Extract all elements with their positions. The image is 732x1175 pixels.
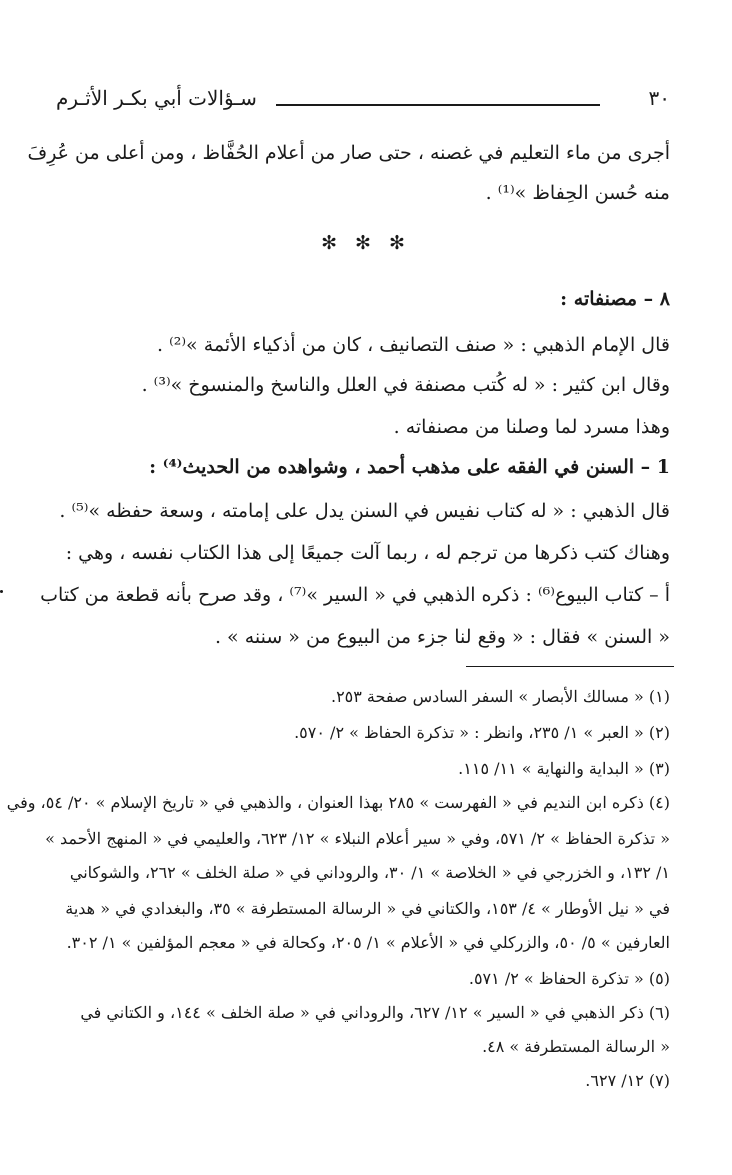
item-heading: 1 – السنن في الفقه على مذهب أحمد ، وشواهده من الحديث⁽⁴⁾ : bbox=[149, 456, 670, 478]
item-line: وهناك كتب ذكرها من ترجم له ، ربما آلت جميعًا إلى هذا الكتاب نفسه ، وهي : bbox=[65, 542, 670, 564]
footnote-line: في « نيل الأوطار » ٤/ ١٥٣، والكتاني في « الرسالة المستطرفة » ٣٥، والبغدادي في « هدية bbox=[65, 899, 670, 918]
footnote-line: العارفين » ٥/ ٥٠، والزركلي في « الأعلام » ١/ ٢٠٥، وكحالة في « معجم المؤلفين » ١/ ٣٠٢. bbox=[66, 933, 670, 952]
footnote-line: (١) « مسالك الأبصار » السفر السادس صفحة ٢٥٣. bbox=[330, 687, 670, 706]
footnote-line: (٧) ١٢/ ٦٢٧. bbox=[585, 1071, 670, 1090]
footnote-rule bbox=[466, 666, 674, 667]
header-rule bbox=[276, 104, 600, 106]
margin-mark bbox=[0, 590, 3, 593]
page-number: ٣٠ bbox=[648, 86, 670, 110]
intro-line: منه حُسن الحِفاظ »⁽¹⁾ . bbox=[485, 182, 670, 204]
running-title: سـؤالات أبي بكـر الأثـرم bbox=[56, 86, 257, 110]
body-line: وهذا مسرد لما وصلنا من مصنفاته . bbox=[393, 416, 670, 438]
footnote-line: ١/ ١٣٢، و الخزرجي في « الخلاصة » ١/ ٣٠، والروداني في « صلة الخلف » ٢٦٢، والشوكاني bbox=[69, 863, 670, 882]
intro-line: أجرى من ماء التعليم في غصنه ، حتى صار من أعلام الحُفَّاظ ، ومن أعلى من عُرِفَ bbox=[27, 142, 670, 164]
item-line: « السنن » فقال : « وقع لنا جزء من البيوع من « سننه » . bbox=[214, 626, 670, 648]
item-line: أ – كتاب البيوع⁽⁶⁾ : ذكره الذهبي في « السير »⁽⁷⁾ ، وقد صرح بأنه قطعة من كتاب bbox=[40, 584, 670, 606]
item-line: قال الذهبي : « له كتاب نفيس في السنن يدل على إمامته ، وسعة حفظه »⁽⁵⁾ . bbox=[59, 500, 670, 522]
section-heading: ٨ – مصنفاته : bbox=[560, 288, 670, 310]
footnote-line: (٢) « العبر » ١/ ٢٣٥، وانظر : « تذكرة الحفاظ » ٢/ ٥٧٠. bbox=[294, 723, 670, 742]
footnote-line: (٥) « تذكرة الحفاظ » ٢/ ٥٧١. bbox=[468, 969, 670, 988]
footnote-line: (٣) « البداية والنهاية » ١١/ ١١٥. bbox=[458, 759, 670, 778]
footnote-line: « تذكرة الحفاظ » ٢/ ٥٧١، وفي « سير أعلام النبلاء » ١٢/ ٦٢٣، والعليمي في « المنهج الأحمد » bbox=[45, 829, 670, 848]
body-line: وقال ابن كثير : « له كُتب مصنفة في العلل والناسخ والمنسوخ »⁽³⁾ . bbox=[141, 374, 670, 396]
footnote-line: « الرسالة المستطرفة » ٤٨. bbox=[482, 1037, 670, 1056]
footnote-line: (٤) ذكره ابن النديم في « الفهرست » ٢٨٥ بهذا العنوان ، والذهبي في « تاريخ الإسلام » ٢٠/ ٥٤، وفي bbox=[6, 793, 670, 812]
section-separator: ✻ ✻ ✻ bbox=[321, 232, 411, 254]
footnote-line: (٦) ذكر الذهبي في « السير » ١٢/ ٦٢٧، والروداني في « صلة الخلف » ١٤٤، و الكتاني في bbox=[80, 1003, 670, 1022]
body-line: قال الإمام الذهبي : « صنف التصانيف ، كان من أذكياء الأئمة »⁽²⁾ . bbox=[157, 334, 670, 356]
